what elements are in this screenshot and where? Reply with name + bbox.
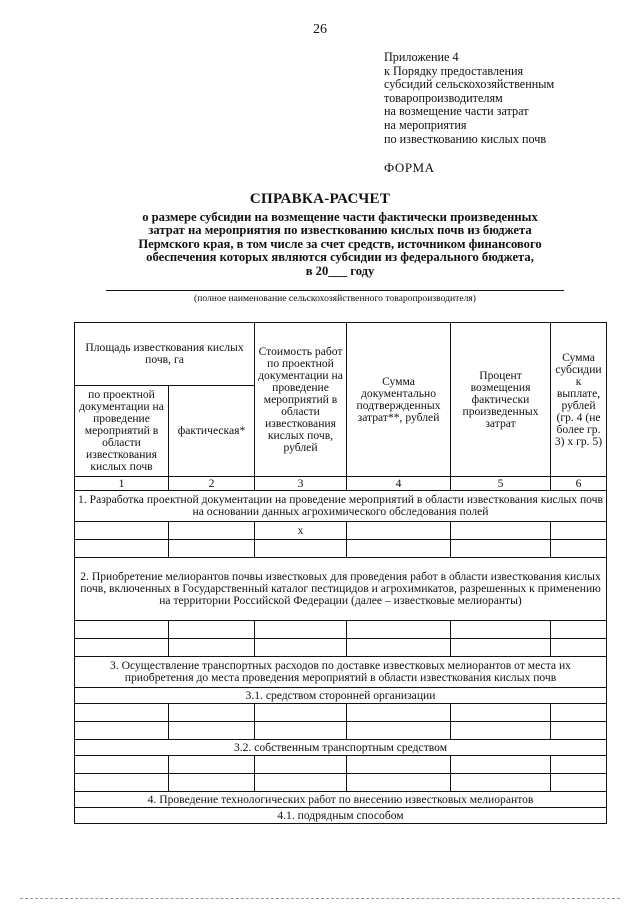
table-cell[interactable] — [551, 722, 607, 740]
table-row — [75, 522, 607, 540]
appendix-line: по известкованию кислых почв — [384, 131, 547, 146]
section-3-title: 3. Осуществление транспортных расходов по доставке известковых мелиорантов от места их приобретения до места проведения мероприятий в области известкования кислых почв — [75, 657, 607, 688]
column-number: 6 — [551, 477, 607, 491]
page-bottom-edge — [20, 898, 620, 899]
subtitle-line: Пермского края, в том числе за счет средств, источником финансового — [138, 236, 542, 251]
table-cell[interactable] — [551, 774, 607, 792]
table-cell[interactable] — [255, 621, 347, 639]
table-row — [75, 540, 607, 558]
table-cell[interactable] — [169, 704, 255, 722]
subsection-row — [75, 688, 607, 704]
table-row — [75, 639, 607, 657]
column-number: 2 — [169, 477, 255, 491]
section-3-2-title: 3.2. собственным транспортным средством — [75, 740, 607, 756]
header-cost: Стоимость работ по проектной документации на проведение мероприятий в области известкования кислых почв, рублей — [255, 323, 347, 477]
subsection-row — [75, 808, 607, 824]
section-3-1-title: 3.1. средством сторонней организации — [75, 688, 607, 704]
producer-name-caption: (полное наименование сельскохозяйственного товаропроизводителя) — [194, 293, 476, 304]
table-cell[interactable] — [169, 756, 255, 774]
section-row — [75, 558, 607, 621]
header-percent: Процент возмещения фактически произведенных затрат — [451, 323, 551, 477]
subsection-row — [75, 740, 607, 756]
table-cell[interactable] — [451, 639, 551, 657]
table-row — [75, 704, 607, 722]
table-cell[interactable] — [75, 722, 169, 740]
table-cell[interactable] — [347, 540, 451, 558]
section-4-title: 4. Проведение технологических работ по внесению известковых мелиорантов — [75, 792, 607, 808]
column-number: 3 — [255, 477, 347, 491]
table-cell[interactable] — [451, 756, 551, 774]
header-subsidy: Сумма субсидии к выплате, рублей (гр. 4 (не более гр. 3) х гр. 5) — [551, 323, 607, 477]
table-cell[interactable] — [75, 704, 169, 722]
table-row — [75, 756, 607, 774]
table-cell[interactable] — [255, 756, 347, 774]
table-cell[interactable] — [169, 540, 255, 558]
subtitle-line: в 20___ году — [305, 263, 375, 278]
table-cell[interactable] — [255, 540, 347, 558]
table-cell[interactable] — [75, 522, 169, 540]
table-cell[interactable] — [169, 722, 255, 740]
table-cell[interactable] — [551, 704, 607, 722]
table-cell[interactable] — [347, 621, 451, 639]
form-label: ФОРМА — [384, 160, 435, 175]
section-row — [75, 657, 607, 688]
table-cell[interactable] — [451, 722, 551, 740]
table-cell[interactable] — [347, 722, 451, 740]
appendix-note — [384, 51, 634, 146]
section-1-title: 1. Разработка проектной документации на проведение мероприятий в области известкования кислых почв на основании данных агрохимического обследования полей — [75, 491, 607, 522]
appendix-line: товаропроизводителям — [384, 90, 503, 105]
table-cell[interactable] — [169, 522, 255, 540]
appendix-line: субсидий сельскохозяйственным — [384, 77, 555, 92]
table-cell[interactable] — [169, 774, 255, 792]
calculation-table — [74, 322, 607, 824]
table-cell[interactable] — [169, 621, 255, 639]
subtitle-line: о размере субсидии на возмещение части фактически произведенных — [142, 210, 538, 224]
table-cell-x: х — [255, 522, 347, 540]
column-number-row — [75, 477, 607, 491]
table-cell[interactable] — [75, 621, 169, 639]
document-title: СПРАВКА-РАСЧЕТ — [249, 191, 391, 207]
appendix-line: к Порядку предоставления — [384, 63, 524, 78]
table-cell[interactable] — [169, 639, 255, 657]
table-cell[interactable] — [255, 722, 347, 740]
table-cell[interactable] — [551, 540, 607, 558]
page-number: 26 — [313, 22, 327, 37]
table-cell[interactable] — [347, 522, 451, 540]
table-cell[interactable] — [551, 522, 607, 540]
table-cell[interactable] — [347, 704, 451, 722]
column-number: 1 — [75, 477, 169, 491]
table-cell[interactable] — [451, 704, 551, 722]
header-area-actual: фактическая* — [169, 386, 255, 477]
section-row — [75, 491, 607, 522]
appendix-line: на возмещение части затрат — [384, 104, 529, 119]
appendix-line: Приложение 4 — [384, 50, 459, 64]
section-2-title: 2. Приобретение мелиорантов почвы известковых для проведения работ в области известкования кислых почв, включенных в Государственный каталог пестицидов и агрохимикатов, разрешенных к применению на территории Российской Федерации (далее – известковые мелиоранты) — [75, 558, 607, 621]
table-cell[interactable] — [75, 756, 169, 774]
table-row — [75, 722, 607, 740]
section-4-1-title: 4.1. подрядным способом — [75, 808, 607, 824]
table-cell[interactable] — [551, 639, 607, 657]
table-cell[interactable] — [451, 540, 551, 558]
table-cell[interactable] — [551, 621, 607, 639]
producer-name-line — [106, 290, 564, 291]
table-row — [75, 621, 607, 639]
appendix-line: на мероприятия — [384, 117, 467, 132]
table-cell[interactable] — [255, 774, 347, 792]
table-cell[interactable] — [551, 756, 607, 774]
table-cell[interactable] — [75, 639, 169, 657]
table-cell[interactable] — [347, 639, 451, 657]
table-cell[interactable] — [451, 774, 551, 792]
header-documented: Сумма документально подтвержденных затрат**, рублей — [347, 323, 451, 477]
table-cell[interactable] — [255, 639, 347, 657]
table-cell[interactable] — [347, 756, 451, 774]
subtitle-line: обеспечения которых являются субсидии из федерального бюджета, — [146, 250, 534, 265]
column-number: 4 — [347, 477, 451, 491]
section-row — [75, 792, 607, 808]
header-area: Площадь известкования кислых почв, га — [75, 323, 255, 386]
table-cell[interactable] — [255, 704, 347, 722]
subtitle-line: затрат на мероприятия по известкованию кислых почв из бюджета — [148, 223, 532, 238]
table-cell[interactable] — [451, 621, 551, 639]
document-subtitle — [100, 211, 580, 278]
column-number: 5 — [451, 477, 551, 491]
table-cell[interactable] — [75, 774, 169, 792]
table-cell[interactable] — [347, 774, 451, 792]
header-area-project: по проектной документации на проведение мероприятий в области известкования кислых почв — [75, 386, 169, 477]
table-row — [75, 774, 607, 792]
table-cell[interactable] — [451, 522, 551, 540]
table-cell[interactable] — [75, 540, 169, 558]
header-row — [75, 323, 607, 386]
